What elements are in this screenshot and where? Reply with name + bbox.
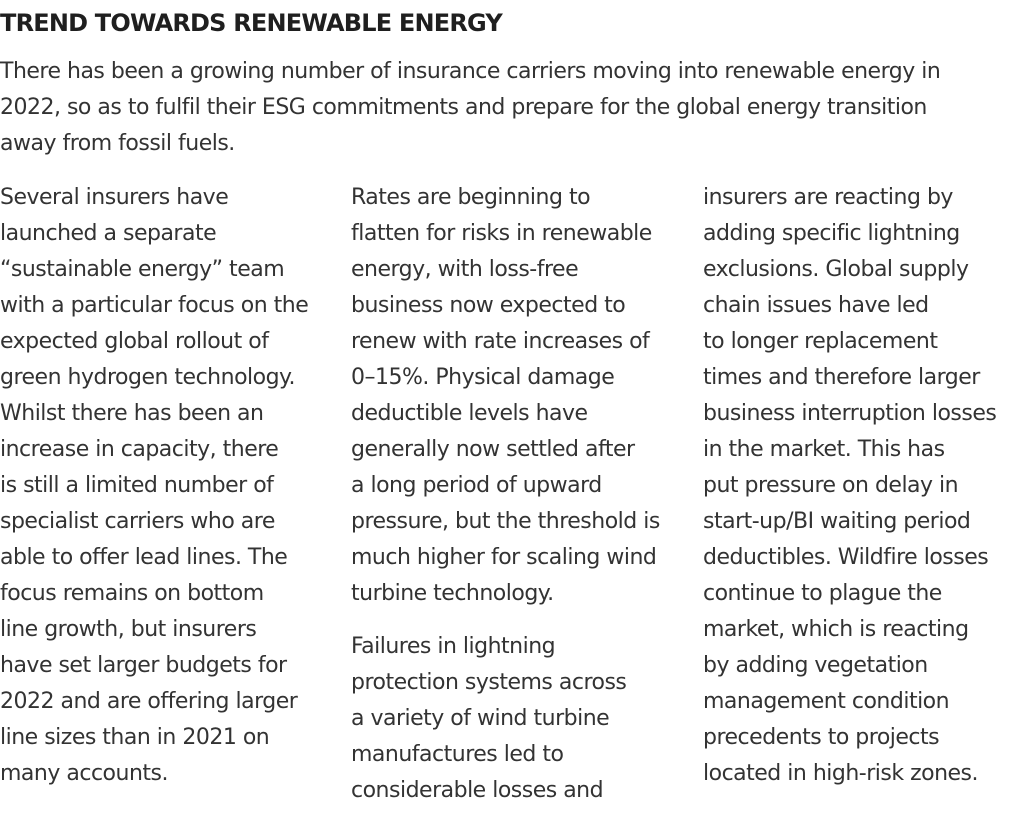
text-column-1: [0, 180, 330, 792]
text-column-2: [351, 180, 681, 809]
text-line: turbine technology.: [351, 581, 554, 606]
text-line: “sustainable energy” team: [0, 257, 285, 282]
text-line: renew with rate increases of: [351, 329, 650, 354]
text-line: generally now settled after: [351, 437, 635, 462]
text-line: green hydrogen technology.: [0, 365, 295, 390]
text-line: Rates are beginning to: [351, 185, 591, 210]
text-line: a long period of upward: [351, 473, 602, 498]
text-line: specialist carriers who are: [0, 509, 275, 534]
text-line: precedents to projects: [703, 725, 940, 750]
text-line: pressure, but the threshold is: [351, 509, 660, 534]
column-paragraph: [0, 180, 330, 792]
text-line: to longer replacement: [703, 329, 938, 354]
text-line: much higher for scaling wind: [351, 545, 657, 570]
text-line: 0–15%. Physical damage: [351, 365, 615, 390]
intro-line: There has been a growing number of insurance carriers moving into renewable energy in: [0, 59, 941, 84]
text-line: insurers are reacting by: [703, 185, 953, 210]
text-line: many accounts.: [0, 761, 168, 786]
intro-line: away from fossil fuels.: [0, 131, 235, 156]
text-line: exclusions. Global supply: [703, 257, 969, 282]
text-line: Several insurers have: [0, 185, 229, 210]
column-paragraph: [351, 629, 681, 809]
text-line: deductible levels have: [351, 401, 588, 426]
text-line: management condition: [703, 689, 950, 714]
intro-line: 2022, so as to fulfil their ESG commitments and prepare for the global energy transition: [0, 95, 927, 120]
text-line: adding specific lightning: [703, 221, 960, 246]
text-line: flatten for risks in renewable: [351, 221, 652, 246]
text-line: line sizes than in 2021 on: [0, 725, 270, 750]
text-line: times and therefore larger: [703, 365, 980, 390]
text-line: energy, with loss-free: [351, 257, 579, 282]
text-line: 2022 and are offering larger: [0, 689, 298, 714]
text-line: chain issues have led: [703, 293, 929, 318]
text-line: increase in capacity, there: [0, 437, 279, 462]
column-paragraph: [351, 180, 681, 612]
text-line: deductibles. Wildfire losses: [703, 545, 989, 570]
article-heading: TREND TOWARDS RENEWABLE ENERGY: [0, 9, 502, 37]
text-line: start-up/BI waiting period: [703, 509, 971, 534]
text-line: in the market. This has: [703, 437, 945, 462]
text-line: with a particular focus on the: [0, 293, 309, 318]
text-line: focus remains on bottom: [0, 581, 264, 606]
text-line: put pressure on delay in: [703, 473, 959, 498]
intro-paragraph: [0, 54, 1000, 162]
text-line: launched a separate: [0, 221, 217, 246]
text-line: a variety of wind turbine: [351, 706, 610, 731]
text-line: market, which is reacting: [703, 617, 969, 642]
text-line: continue to plague the: [703, 581, 942, 606]
text-line: by adding vegetation: [703, 653, 928, 678]
text-line: located in high-risk zones.: [703, 761, 979, 786]
text-line: protection systems across: [351, 670, 627, 695]
text-line: business now expected to: [351, 293, 626, 318]
text-line: have set larger budgets for: [0, 653, 287, 678]
text-line: Failures in lightning: [351, 634, 556, 659]
text-line: considerable losses and: [351, 778, 604, 803]
text-line: Whilst there has been an: [0, 401, 264, 426]
text-line: able to offer lead lines. The: [0, 545, 288, 570]
text-column-3: [703, 180, 1020, 792]
column-paragraph: [703, 180, 1020, 792]
text-line: line growth, but insurers: [0, 617, 257, 642]
text-line: is still a limited number of: [0, 473, 274, 498]
text-line: business interruption losses: [703, 401, 997, 426]
text-line: manufactures led to: [351, 742, 564, 767]
text-line: expected global rollout of: [0, 329, 269, 354]
